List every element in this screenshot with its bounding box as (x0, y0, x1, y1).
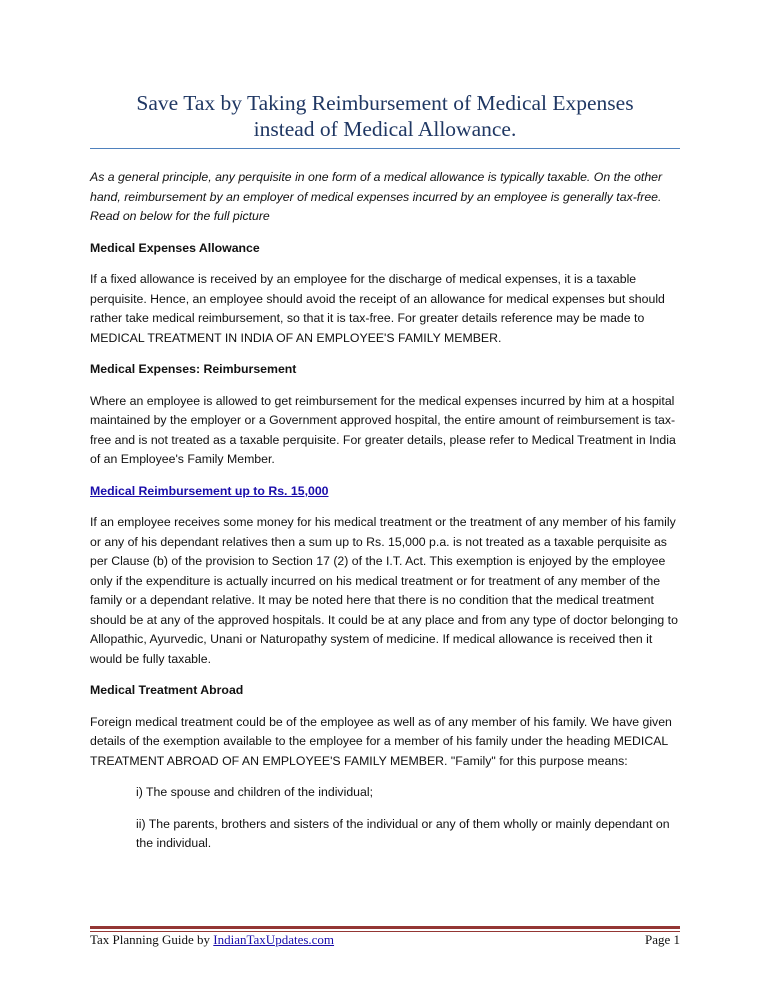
intro-paragraph: As a general principle, any perquisite in one form of a medical allowance is typically taxable. On the other hand, reimbursement by an employer of medical expenses incurred by an employee is generally tax-free. Read on below for the full picture (90, 170, 663, 223)
section-body-allowance: If a fixed allowance is received by an employee for the discharge of medical expenses, it is a taxable perquisite. Hence, an employee should avoid the receipt of an allowance for medical expenses but should rather take medical reimbursement, so that it is tax-free. For greater details reference may be made to MEDICAL TREATMENT IN INDIA OF AN EMPLOYEE'S FAMILY MEMBER. (90, 272, 665, 345)
section-body-reimbursement: Where an employee is allowed to get reimbursement for the medical expenses incurred by him at a hospital maintained by the employer or a Government approved hospital, the entire amount of reimbursement is tax-free and is not treated as a taxable perquisite. For greater details, please refer to Medical Treatment in India of an Employee's Family Member. (90, 393, 676, 466)
page-number: Page 1 (644, 932, 680, 947)
footer-divider (90, 926, 680, 929)
list-item: i) The spouse and children of the individual; (136, 785, 373, 799)
title-divider (90, 148, 680, 149)
medical-reimbursement-link[interactable]: Medical Reimbursement up to Rs. 15,000 (90, 483, 329, 498)
list-item: ii) The parents, brothers and sisters of the individual or any of them wholly or mainly dependant on the individual. (136, 816, 670, 850)
section-heading-allowance: Medical Expenses Allowance (90, 240, 260, 255)
footer-site-link[interactable]: IndianTaxUpdates.com (213, 932, 335, 947)
section-heading-15000 (90, 482, 680, 502)
section-body-abroad: Foreign medical treatment could be of the employee as well as of any member of his family. We have given details of the exemption available to the employee for a member of his family under the heading MEDICAL TREATMENT ABROAD OF AN EMPLOYEE'S FAMILY MEMBER. "Family" for this purpose means: (90, 714, 672, 768)
title-line-1: Save Tax by Taking Reimbursement of Medical Expenses (136, 91, 634, 115)
footer-credit (90, 932, 334, 948)
document-title (90, 90, 680, 142)
title-line-2: instead of Medical Allowance. (253, 117, 517, 141)
section-heading-reimbursement: Medical Expenses: Reimbursement (90, 362, 297, 376)
document-body (90, 168, 680, 866)
section-body-15000: If an employee receives some money for his medical treatment or the treatment of any member of his family or any of his dependant relatives then a sum up to Rs. 15,000 p.a. is not treated as a taxable perquisite as per Clause (b) of the provision to Section 17 (2) of the I.T. Act. This exemption is enjoyed by the employee only if the expenditure is actually incurred on his medical treatment or for treatment of any member of the family or a dependant relative. It may be noted here that there is no condition that the medical treatment should be at any of the approved hospitals. It could be at any place and from any type of doctor belonging to Allopathic, Ayurvedic, Unani or Naturopathy system of medicine. If medical allowance is received then it would be fully taxable. (90, 515, 678, 666)
page-footer (90, 932, 680, 948)
section-heading-abroad: Medical Treatment Abroad (90, 683, 244, 697)
footer-credit-text: Tax Planning Guide by (90, 932, 214, 947)
